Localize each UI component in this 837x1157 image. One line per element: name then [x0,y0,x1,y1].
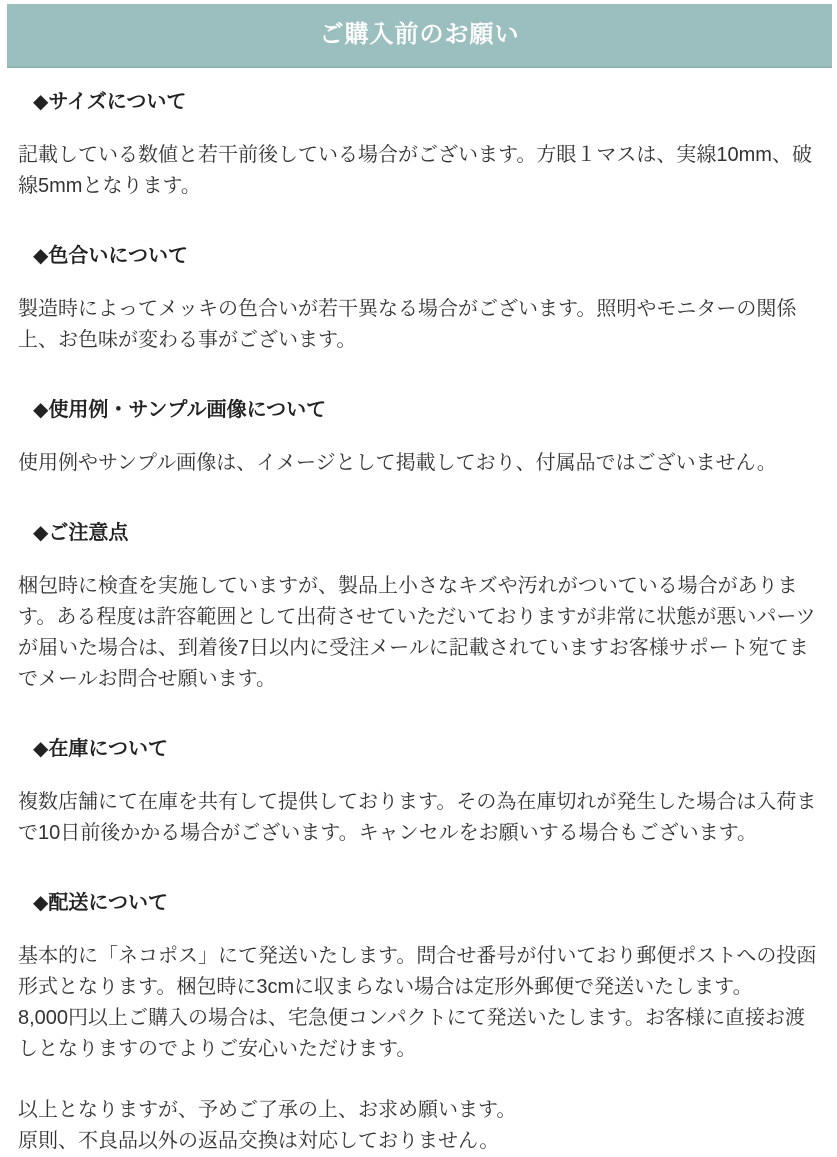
section-heading-sample-images: ◆使用例・サンプル画像について [33,399,327,421]
section-heading-shipping: ◆配送について [33,892,168,914]
section-paragraph: 記載している数値と若干前後している場合がございます。方眼１マスは、実線10mm、破線5mmとなります。 [18,144,812,197]
section-shipping [18,891,818,1065]
section-paragraph: 8,000円以上ご購入の場合は、宅急便コンパクトにて発送いたします。お客様に直接お渡しとなりますのでよりご安心いただけます。 [18,1007,806,1060]
section-size [18,90,818,202]
section-heading-color: ◆色合いについて [33,245,188,267]
notice-content [0,90,837,1157]
section-paragraph: 製造時によってメッキの色合いが若干異なる場合がございます。照明やモニターの関係上、お色味が変わる事がございます。 [18,298,797,351]
section-color [18,244,818,356]
section-paragraph: 梱包時に検査を実施していますが、製品上小さなキズや汚れがついている場合があります。ある程度は許容範囲として出荷させていただいておりますが非常に状態が悪いパーツが届いた場合は、到着後7日以内に受注メールに記載されていますお客様サポート宛てまでメールお問合せ願います。 [18,575,816,690]
section-heading-size: ◆サイズについて [33,91,187,113]
section-sample-images [18,398,818,479]
closing-note-line: 原則、不良品以外の返品交換は対応しておりません。 [18,1130,500,1152]
pre-purchase-notice-page [0,4,837,1157]
section-cautions [18,521,818,695]
section-paragraph: 複数店舗にて在庫を共有して提供しております。その為在庫切れが発生した場合は入荷まで10日前後かかる場合がございます。キャンセルをお願いする場合もございます。 [18,791,817,844]
section-heading-stock: ◆在庫について [33,738,168,760]
page-title-banner [7,4,832,68]
section-paragraph: 基本的に「ネコポス」にて発送いたします。問合せ番号が付いており郵便ポストへの投函形式となります。梱包時に3cmに収まらない場合は定形外郵便で発送いたします。 [18,945,817,998]
section-paragraph: 使用例やサンプル画像は、イメージとして掲載しており、付属品ではございません。 [18,452,777,474]
closing-notes [18,1095,818,1157]
section-heading-cautions: ◆ご注意点 [33,522,129,544]
closing-note-line: 以上となりますが、予めご了承の上、お求め願います。 [18,1099,517,1121]
page-title: ご購入前のお願い [319,21,520,48]
section-stock [18,737,818,849]
